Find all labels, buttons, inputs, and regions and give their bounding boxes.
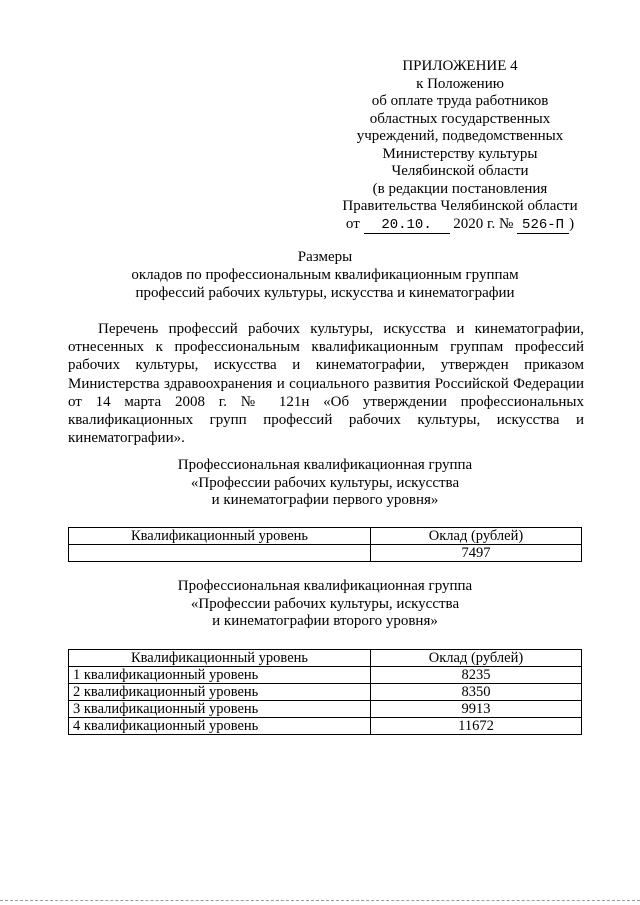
resolution-number: 526-П [517,218,569,234]
level-cell [69,545,371,562]
table-row [69,718,582,735]
table-header-row [69,528,582,545]
salary-cell: 9913 [371,701,582,718]
table-header-row [69,650,582,667]
salary-cell: 8235 [371,667,582,684]
year-text: 2020 г. № [453,215,514,232]
resolution-date-line [330,216,590,234]
appendix-line: Правительства Челябинской области [342,198,578,214]
table-row [69,545,582,562]
column-header-salary: Оклад (рублей) [371,650,582,667]
appendix-title: ПРИЛОЖЕНИЕ 4 [402,58,518,74]
appendix-header [330,58,590,234]
intro-paragraph: Перечень профессий рабочих культуры, искусства и кинематографии, отнесенных к профессиональным квалификационным группам профессий рабочих культуры, искусства и кинематографии, утвержден приказом Министерства здравоохранения и социального развития Российской Федерации от 14 марта 2008 г. № 121н «Об утверждении профессиональных квалификационных групп профессий рабочих культуры, искусства и кинематографии». [68,321,584,447]
title-line: Размеры [297,249,353,265]
salary-cell: 11672 [371,718,582,735]
salary-cell: 8350 [371,684,582,701]
salary-cell: 7497 [371,545,582,562]
level-cell: 4 квалификационный уровень [69,718,371,735]
column-header-level: Квалификационный уровень [69,650,371,667]
appendix-line: областных государственных [369,110,551,127]
appendix-line: (в редакции постановления [372,180,548,197]
appendix-line: учреждений, подведомственных [356,128,564,144]
appendix-line: Челябинской области [391,163,529,179]
level-cell: 3 квалификационный уровень [69,701,371,718]
page-bottom-rule [0,900,640,901]
group-heading-line: «Профессии рабочих культуры, искусства [190,595,460,612]
document-title [60,248,590,302]
appendix-line: Министерству культуры [382,145,538,162]
group-heading-line: Профессиональная квалификационная группа [177,457,473,473]
column-header-salary: Оклад (рублей) [371,528,582,545]
group-heading-line: «Профессии рабочих культуры, искусства [190,474,460,491]
table-row [69,684,582,701]
table-row [69,701,582,718]
group-heading-line: и кинематографии первого уровня» [211,492,439,508]
close-paren: ) [569,215,575,232]
date-prefix: от [345,215,360,232]
column-header-level: Квалификационный уровень [69,528,371,545]
salary-table-group-1 [68,527,582,562]
appendix-line: к Положению [416,75,504,92]
group-heading-line: Профессиональная квалификационная группа [177,578,473,594]
group-heading-line: и кинематографии второго уровня» [212,613,438,629]
level-cell: 1 квалификационный уровень [69,667,371,684]
appendix-line: об оплате труда работников [371,93,549,109]
level-cell: 2 квалификационный уровень [69,684,371,701]
title-line: окладов по профессиональным квалификационным группам [131,267,519,283]
group-1-heading [60,457,590,510]
table-row [69,667,582,684]
salary-table-group-2 [68,649,582,735]
resolution-date: 20.10. [364,218,450,234]
group-2-heading [60,578,590,631]
title-line: профессий рабочих культуры, искусства и кинематографии [135,285,515,301]
